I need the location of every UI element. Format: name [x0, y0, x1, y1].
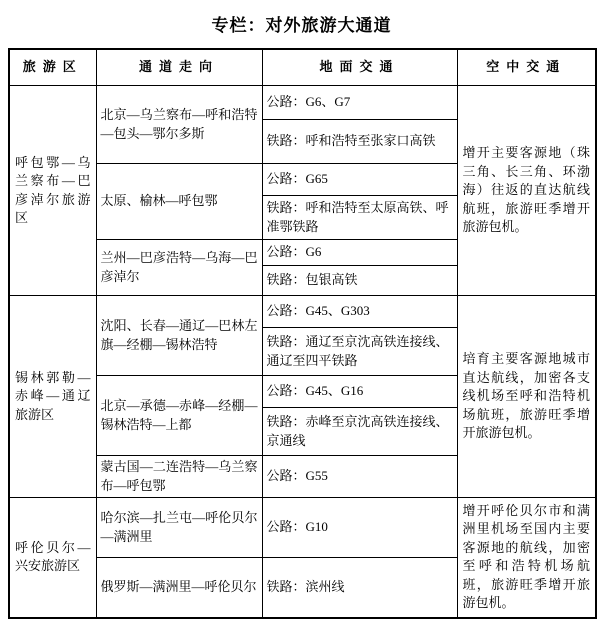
air-transport-cell: 增开呼伦贝尔市和满洲里机场至国内主要客源地的航线，加密至呼和浩特机场航班，旅游旺季增开旅游包机。	[457, 498, 596, 618]
header-air-transport: 空中交通	[457, 49, 596, 86]
table-row	[9, 296, 596, 328]
table-row	[9, 498, 596, 558]
route-cell: 北京—承德—赤峰—经棚—锡林浩特—上都	[96, 376, 262, 456]
ground-transport-cell: 公路：G6	[262, 240, 457, 266]
zone-name-cell: 呼包鄂—乌兰察布—巴彦淖尔旅游区	[9, 86, 96, 296]
ground-transport-cell: 铁路：包银高铁	[262, 266, 457, 296]
route-cell: 俄罗斯—满洲里—呼伦贝尔	[96, 558, 262, 618]
route-cell: 沈阳、长春—通辽—巴林左旗—经棚—锡林浩特	[96, 296, 262, 376]
ground-transport-cell: 公路：G55	[262, 456, 457, 498]
route-cell: 太原、榆林—呼包鄂	[96, 164, 262, 240]
ground-transport-cell: 铁路：赤峰至京沈高铁连接线、京通线	[262, 408, 457, 456]
header-corridor-direction: 通道走向	[96, 49, 262, 86]
header-ground-transport: 地面交通	[262, 49, 457, 86]
ground-transport-cell: 公路：G45、G16	[262, 376, 457, 408]
route-cell: 蒙古国—二连浩特—乌兰察布—呼包鄂	[96, 456, 262, 498]
table-row	[9, 86, 596, 120]
ground-transport-cell: 公路：G10	[262, 498, 457, 558]
route-cell: 北京—乌兰察布—呼和浩特—包头—鄂尔多斯	[96, 86, 262, 164]
ground-transport-cell: 公路：G65	[262, 164, 457, 196]
tourism-corridor-table	[8, 48, 597, 619]
zone-name-cell: 呼伦贝尔—兴安旅游区	[9, 498, 96, 618]
ground-transport-cell: 公路：G45、G303	[262, 296, 457, 328]
air-transport-cell: 培育主要客源地城市直达航线，加密各支线机场至呼和浩特机场航班，旅游旺季增开旅游包机。	[457, 296, 596, 498]
ground-transport-cell: 铁路：呼和浩特至太原高铁、呼准鄂铁路	[262, 196, 457, 240]
table-header-row	[9, 49, 596, 86]
ground-transport-cell: 公路：G6、G7	[262, 86, 457, 120]
ground-transport-cell: 铁路：通辽至京沈高铁连接线、通辽至四平铁路	[262, 328, 457, 376]
route-cell: 哈尔滨—扎兰屯—呼伦贝尔—满洲里	[96, 498, 262, 558]
page-title: 专栏：对外旅游大通道	[211, 16, 392, 35]
ground-transport-cell: 铁路：呼和浩特至张家口高铁	[262, 120, 457, 164]
zone-name-cell: 锡林郭勒—赤峰—通辽旅游区	[9, 296, 96, 498]
ground-transport-cell: 铁路：滨州线	[262, 558, 457, 618]
header-tourism-zone: 旅游区	[9, 49, 96, 86]
route-cell: 兰州—巴彦浩特—乌海—巴彦淖尔	[96, 240, 262, 296]
air-transport-cell: 增开主要客源地（珠三角、长三角、环渤海）往返的直达航线航班，旅游旺季增开旅游包机。	[457, 86, 596, 296]
